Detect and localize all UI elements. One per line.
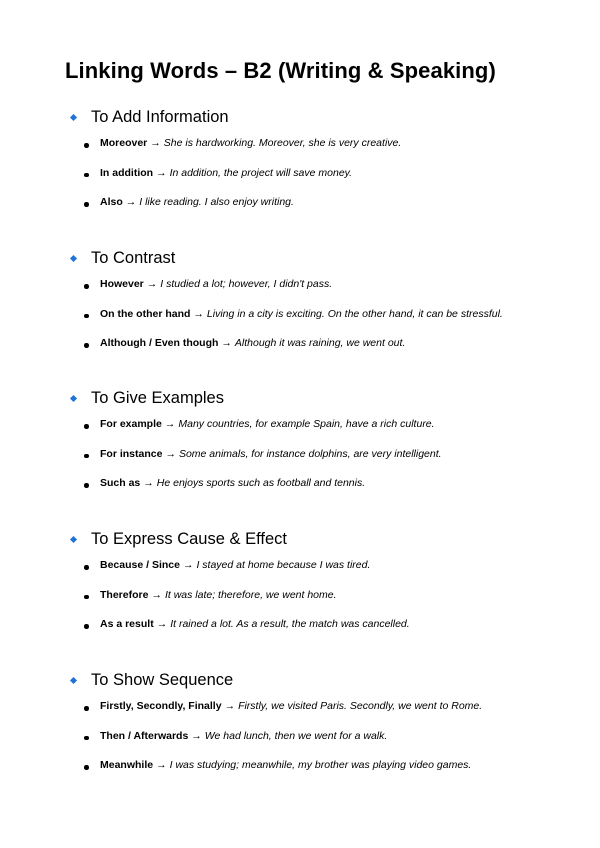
example-sentence: It rained a lot. As a result, the match was cancelled. xyxy=(170,618,410,630)
section-heading xyxy=(0,671,600,695)
example-sentence: I stayed at home because I was tired. xyxy=(196,559,371,571)
arrow-icon: → xyxy=(182,559,194,571)
list-item xyxy=(0,695,600,725)
example-sentence: I like reading. I also enjoy writing. xyxy=(139,196,294,208)
linking-term: However xyxy=(100,278,144,290)
item-line xyxy=(100,618,410,630)
item-line xyxy=(100,700,482,712)
example-sentence: Many countries, for example Spain, have a rich culture. xyxy=(178,418,435,430)
arrow-icon: → xyxy=(224,700,236,712)
arrow-icon: → xyxy=(146,278,158,290)
bullet-icon xyxy=(84,565,89,570)
item-line xyxy=(100,278,332,290)
diamond-bullet-icon xyxy=(70,395,77,402)
section-heading xyxy=(0,108,600,132)
example-sentence: I studied a lot; however, I didn't pass. xyxy=(160,278,333,290)
diamond-bullet-icon xyxy=(70,255,77,262)
arrow-icon: → xyxy=(193,307,204,320)
linking-term: Also xyxy=(100,196,123,208)
bullet-icon xyxy=(84,624,89,629)
bullet-icon xyxy=(84,736,89,741)
diamond-bullet-icon xyxy=(70,114,77,121)
arrow-icon: → xyxy=(156,166,167,179)
bullet-icon xyxy=(84,595,89,600)
section-give-examples xyxy=(0,389,600,502)
bullet-icon xyxy=(84,483,89,488)
bullet-icon xyxy=(84,143,89,148)
list-item xyxy=(0,413,600,443)
linking-term: Therefore xyxy=(100,588,149,601)
list-item xyxy=(0,273,600,303)
list-item xyxy=(0,332,600,362)
item-line xyxy=(100,337,405,349)
arrow-icon: → xyxy=(164,418,176,430)
linking-term: Because / Since xyxy=(100,559,180,571)
item-line xyxy=(100,167,352,179)
bullet-icon xyxy=(84,173,89,178)
list-item xyxy=(0,554,600,584)
section-title: To Contrast xyxy=(91,249,176,267)
list-item xyxy=(0,303,600,333)
example-sentence: Living in a city is exciting. On the other hand, it can be stressful. xyxy=(206,307,503,320)
linking-term: Then / Afterwards xyxy=(100,729,189,742)
linking-term: Firstly, Secondly, Finally xyxy=(100,700,222,712)
item-line xyxy=(100,559,370,571)
item-line xyxy=(100,196,294,208)
example-sentence: Although it was raining, we went out. xyxy=(234,337,406,349)
list-item xyxy=(0,132,600,162)
linking-term: In addition xyxy=(100,166,154,179)
item-line xyxy=(100,308,503,320)
item-line xyxy=(100,448,442,460)
section-show-sequence xyxy=(0,671,600,784)
list-item xyxy=(0,443,600,473)
list-item xyxy=(0,613,600,643)
section-title: To Add Information xyxy=(91,108,229,126)
example-sentence: Firstly, we visited Paris. Secondly, we went to Rome. xyxy=(238,700,483,712)
list-item xyxy=(0,162,600,192)
arrow-icon: → xyxy=(191,729,202,742)
arrow-icon: → xyxy=(151,588,162,601)
linking-term: As a result xyxy=(100,618,154,630)
example-sentence: In addition, the project will save money. xyxy=(169,166,353,179)
list-item xyxy=(0,725,600,755)
linking-term: Moreover xyxy=(100,137,148,149)
arrow-icon: → xyxy=(125,196,137,208)
section-heading xyxy=(0,389,600,413)
bullet-icon xyxy=(84,706,89,711)
section-title: To Show Sequence xyxy=(91,671,234,689)
item-line xyxy=(100,589,337,601)
example-sentence: He enjoys sports such as football and tennis. xyxy=(156,477,366,489)
arrow-icon: → xyxy=(156,759,167,771)
bullet-icon xyxy=(84,343,89,348)
item-line xyxy=(100,137,401,149)
list-item xyxy=(0,472,600,502)
linking-term: For instance xyxy=(100,447,163,460)
linking-term: Although / Even though xyxy=(100,337,219,349)
linking-term: Such as xyxy=(100,477,141,489)
list-item xyxy=(0,584,600,614)
arrow-icon: → xyxy=(150,137,161,149)
item-line xyxy=(100,730,387,742)
diamond-bullet-icon xyxy=(70,536,77,543)
section-heading xyxy=(0,530,600,554)
section-add-information xyxy=(0,108,600,221)
diamond-bullet-icon xyxy=(70,677,77,684)
linking-term: On the other hand xyxy=(100,307,191,320)
bullet-icon xyxy=(84,765,89,770)
item-line xyxy=(100,759,471,771)
arrow-icon: → xyxy=(143,477,154,489)
arrow-icon: → xyxy=(165,447,176,460)
arrow-icon: → xyxy=(156,618,168,630)
example-sentence: We had lunch, then we went for a walk. xyxy=(204,729,388,742)
section-cause-effect xyxy=(0,530,600,643)
bullet-icon xyxy=(84,424,89,429)
example-sentence: I was studying; meanwhile, my brother was playing video games. xyxy=(169,759,472,771)
section-title: To Give Examples xyxy=(91,389,224,407)
page-title: Linking Words – B2 (Writing & Speaking) xyxy=(65,58,496,83)
bullet-icon xyxy=(84,314,89,319)
list-item xyxy=(0,754,600,784)
arrow-icon: → xyxy=(221,337,232,349)
example-sentence: It was late; therefore, we went home. xyxy=(164,588,337,601)
item-line xyxy=(100,418,435,430)
item-line xyxy=(100,477,365,489)
section-title: To Express Cause & Effect xyxy=(91,530,287,548)
linking-term: For example xyxy=(100,418,162,430)
bullet-icon xyxy=(84,202,89,207)
section-contrast xyxy=(0,249,600,362)
section-heading xyxy=(0,249,600,273)
example-sentence: Some animals, for instance dolphins, are very intelligent. xyxy=(178,447,442,460)
bullet-icon xyxy=(84,284,89,289)
example-sentence: She is hardworking. Moreover, she is very creative. xyxy=(163,137,402,149)
bullet-icon xyxy=(84,454,89,459)
list-item xyxy=(0,191,600,221)
linking-term: Meanwhile xyxy=(100,759,154,771)
